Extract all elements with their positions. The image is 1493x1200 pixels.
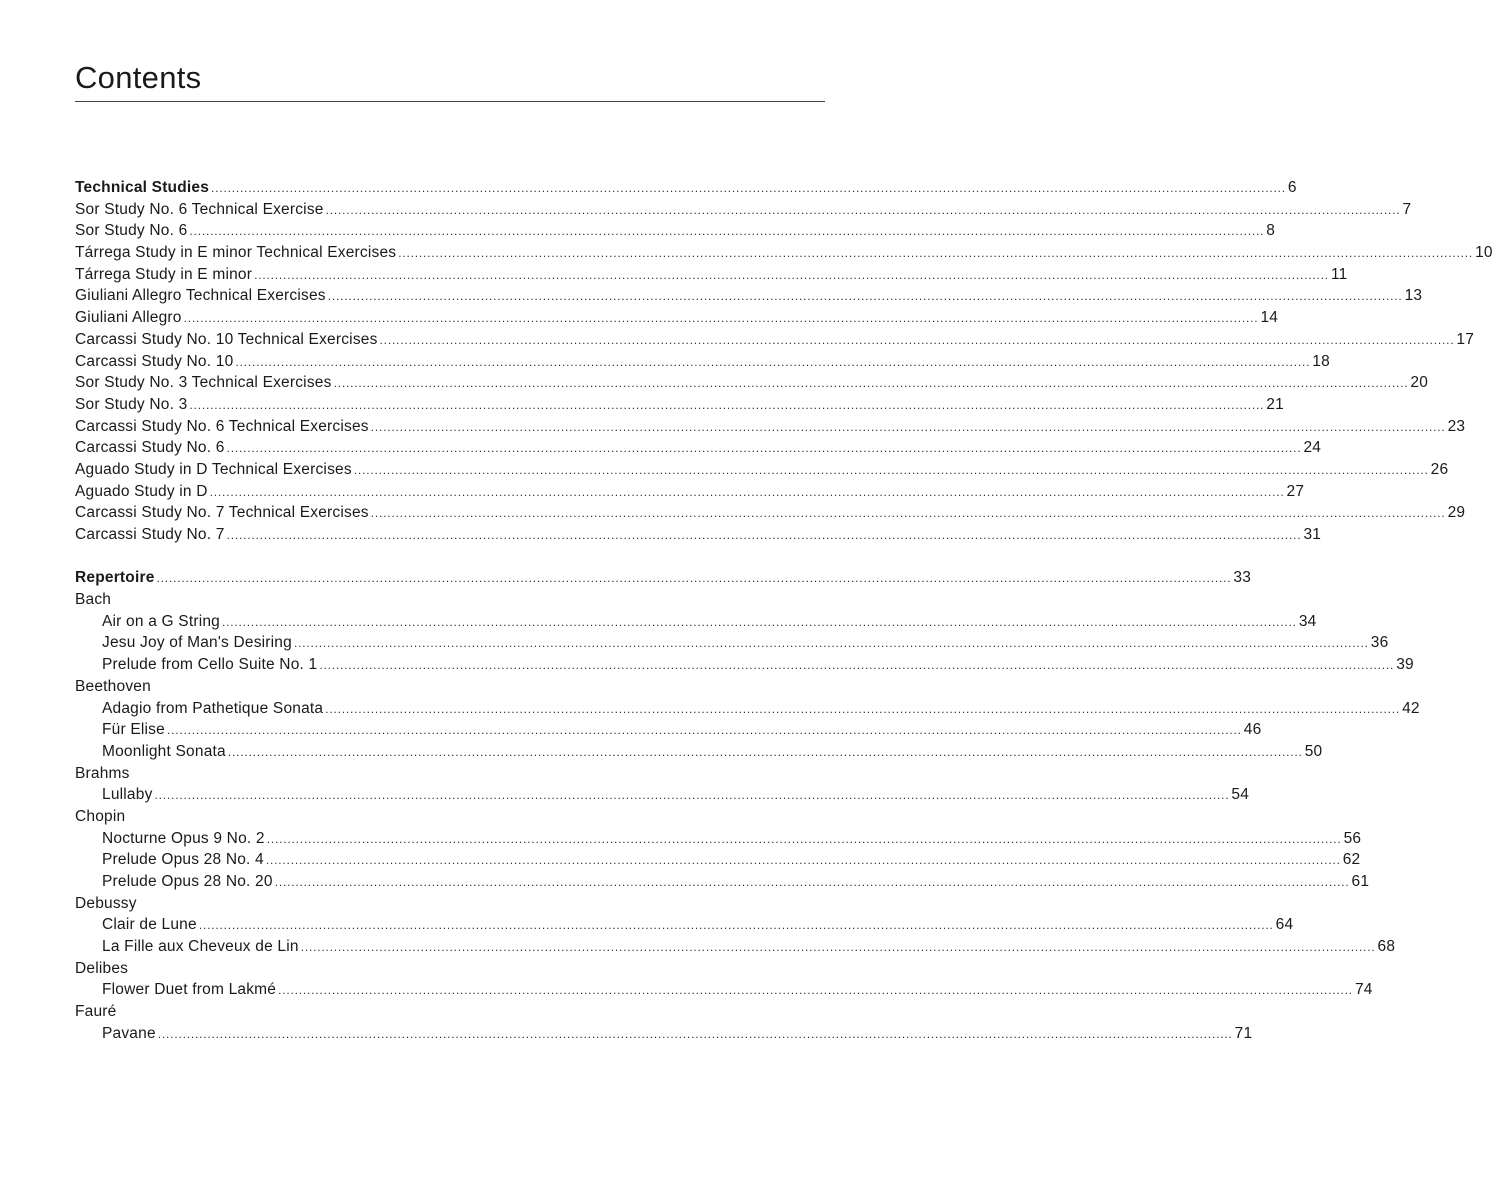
dot-leader: .................................................................................................................................................................................................................................................................... <box>353 462 1429 477</box>
toc-entry-label: Adagio from Pathetique Sonata <box>102 699 324 717</box>
dot-leader: .................................................................................................................................................................................................................................................................... <box>300 940 1376 955</box>
toc-entry[interactable] <box>75 611 1317 633</box>
toc-entry-label: Moonlight Sonata <box>102 742 226 760</box>
dot-leader: .................................................................................................................................................................................................................................................................... <box>226 528 1302 542</box>
toc-entry-label: Giuliani Allegro <box>75 309 182 327</box>
toc-entry-label: Carcassi Study No. 6 <box>75 439 225 457</box>
toc-entry[interactable] <box>75 416 1466 438</box>
toc-entry[interactable] <box>75 698 1420 720</box>
toc-page-number: 24 <box>1303 439 1322 457</box>
toc-entry-label: Beethoven <box>75 677 151 695</box>
toc-entry-label: Aguado Study in D Technical Exercises <box>75 460 352 478</box>
toc-entry[interactable] <box>75 481 1305 503</box>
toc-entry[interactable] <box>75 654 1414 676</box>
toc-section-entry[interactable] <box>75 567 1252 589</box>
dot-leader: .................................................................................................................................................................................................................................................................... <box>274 875 1350 889</box>
toc-composer-heading <box>75 676 825 698</box>
dot-leader: .................................................................................................................................................................................................................................................................... <box>157 1026 1233 1041</box>
toc-page-number: 34 <box>1298 612 1317 630</box>
dot-leader: .................................................................................................................................................................................................................................................................... <box>370 506 1446 521</box>
dot-leader: .................................................................................................................................................................................................................................................................... <box>333 376 1409 391</box>
toc-page-number: 6 <box>1287 179 1297 196</box>
toc-entry-label: Debussy <box>75 894 137 912</box>
dot-leader: .................................................................................................................................................................................................................................................................... <box>226 441 1302 456</box>
dot-leader: .................................................................................................................................................................................................................................................................... <box>325 701 1401 716</box>
dot-leader: .................................................................................................................................................................................................................................................................... <box>189 224 1265 239</box>
toc-page-number: 46 <box>1243 721 1262 739</box>
toc-composer-heading <box>75 1001 825 1023</box>
toc-entry-label: Clair de Lune <box>102 916 197 934</box>
toc-page-number: 31 <box>1303 526 1322 543</box>
toc-entry[interactable] <box>75 741 1323 763</box>
dot-leader: .................................................................................................................................................................................................................................................................... <box>327 289 1403 304</box>
dot-leader: .................................................................................................................................................................................................................................................................... <box>398 246 1474 261</box>
toc-entry[interactable] <box>75 784 1250 806</box>
toc-entry-label: Chopin <box>75 807 126 825</box>
toc-entry[interactable] <box>75 632 1389 654</box>
toc-entry-label: Jesu Joy of Man's Desiring <box>102 634 292 652</box>
toc-entry-label: Brahms <box>75 764 130 782</box>
dot-leader: .................................................................................................................................................................................................................................................................... <box>209 484 1285 499</box>
dot-leader: .................................................................................................................................................................................................................................................................... <box>156 571 1232 586</box>
section-spacer <box>75 546 825 568</box>
toc-page-number: 71 <box>1234 1024 1253 1042</box>
toc-page-number: 23 <box>1447 417 1466 435</box>
dot-leader: .................................................................................................................................................................................................................................................................... <box>254 267 1329 282</box>
toc-entry-label: Nocturne Opus 9 No. 2 <box>102 829 265 847</box>
toc-page-number: 10 <box>1475 244 1493 262</box>
toc-page-number: 39 <box>1396 656 1414 674</box>
toc-composer-heading <box>75 806 825 828</box>
toc-page-number: 36 <box>1370 634 1389 652</box>
toc-entry-label: Delibes <box>75 959 129 977</box>
toc-page-number: 64 <box>1275 916 1294 934</box>
toc-entry-label: Für Elise <box>102 721 165 739</box>
toc-page-number: 8 <box>1266 222 1276 240</box>
dot-leader: .................................................................................................................................................................................................................................................................... <box>154 788 1230 803</box>
toc-entry[interactable] <box>75 914 1294 936</box>
toc-page-number: 42 <box>1402 699 1420 717</box>
toc-page-number: 18 <box>1312 352 1330 370</box>
toc-page-number: 21 <box>1266 395 1284 413</box>
toc-entry[interactable] <box>75 849 1361 871</box>
toc-entry-label: Air on a G String <box>102 612 220 630</box>
toc-entry-label: Pavane <box>102 1024 156 1042</box>
toc-page-number: 14 <box>1260 309 1279 327</box>
dot-leader: .................................................................................................................................................................................................................................................................... <box>278 983 1353 998</box>
toc-entry[interactable] <box>75 372 1429 394</box>
dot-leader: .................................................................................................................................................................................................................................................................... <box>370 419 1446 434</box>
toc-entry[interactable] <box>75 307 1279 329</box>
toc-entry[interactable] <box>75 329 1475 351</box>
toc-page-number: 50 <box>1304 742 1323 760</box>
toc-entry[interactable] <box>75 394 1284 416</box>
toc-entry-label: Sor Study No. 6 Technical Exercise <box>75 200 324 218</box>
toc-entry-label: Giuliani Allegro Technical Exercises <box>75 287 326 305</box>
toc-entry-label: Prelude from Cello Suite No. 1 <box>102 656 318 674</box>
toc-composer-heading <box>75 958 825 980</box>
dot-leader: .................................................................................................................................................................................................................................................................... <box>266 831 1342 846</box>
toc-page-number: 68 <box>1377 938 1396 956</box>
toc-entry[interactable] <box>75 871 1370 893</box>
dot-leader: .................................................................................................................................................................................................................................................................... <box>221 614 1297 629</box>
page-title: Contents <box>75 60 202 95</box>
toc-entry-label: Aguado Study in D <box>75 482 208 500</box>
toc-entry-label: Tárrega Study in E minor Technical Exercises <box>75 244 397 262</box>
toc-entry[interactable] <box>75 459 1449 481</box>
toc-page-number: 26 <box>1430 460 1449 478</box>
dot-leader: .................................................................................................................................................................................................................................................................... <box>235 354 1311 369</box>
toc-page-number: 74 <box>1354 981 1373 999</box>
toc-composer-heading <box>75 763 825 785</box>
toc-page-number: 11 <box>1330 265 1348 283</box>
toc-entry-label: Repertoire <box>75 569 155 587</box>
title-divider <box>75 101 825 102</box>
toc-entry[interactable] <box>75 936 1396 958</box>
toc-page-number: 29 <box>1447 504 1466 522</box>
dot-leader: .................................................................................................................................................................................................................................................................... <box>166 723 1242 738</box>
toc-entry[interactable] <box>75 437 1322 459</box>
toc-entry[interactable] <box>75 719 1262 741</box>
toc-entry[interactable] <box>75 502 1466 524</box>
toc-page-number: 61 <box>1351 873 1370 890</box>
toc-page-number: 56 <box>1343 829 1362 847</box>
toc-entry[interactable] <box>75 220 1276 242</box>
toc-entry[interactable] <box>75 242 1493 264</box>
toc-entry-label: Carcassi Study No. 7 Technical Exercises <box>75 504 369 522</box>
toc-entry[interactable] <box>75 264 1348 286</box>
toc-entry-label: La Fille aux Cheveux de Lin <box>102 938 299 956</box>
toc-composer-heading <box>75 589 825 611</box>
toc-page-number: 13 <box>1404 287 1423 305</box>
toc-entry-label: Prelude Opus 28 No. 4 <box>102 851 264 869</box>
toc-entry-label: Carcassi Study No. 7 <box>75 526 225 543</box>
toc-page-number: 62 <box>1342 851 1361 869</box>
toc-entry-label: Flower Duet from Lakmé <box>102 981 277 999</box>
toc-composer-heading <box>75 893 825 915</box>
dot-leader: .................................................................................................................................................................................................................................................................... <box>325 202 1401 217</box>
toc-page-number: 33 <box>1233 569 1252 587</box>
toc-section-entry[interactable] <box>75 177 1297 199</box>
toc-entry-label: Fauré <box>75 1003 117 1021</box>
dot-leader: .................................................................................................................................................................................................................................................................... <box>227 744 1303 759</box>
toc-entry[interactable] <box>75 979 1373 1001</box>
toc-page-number: 20 <box>1410 374 1429 392</box>
toc-entry[interactable] <box>75 524 1322 546</box>
toc-entry-label: Bach <box>75 591 112 609</box>
toc-page-number: 17 <box>1456 330 1475 348</box>
toc-entry[interactable] <box>75 199 1412 221</box>
dot-leader: .................................................................................................................................................................................................................................................................... <box>379 332 1455 347</box>
dot-leader: .................................................................................................................................................................................................................................................................... <box>183 311 1259 326</box>
toc-entry-label: Carcassi Study No. 10 Technical Exercises <box>75 330 378 348</box>
toc-entry[interactable] <box>75 351 1330 373</box>
toc-page-number: 54 <box>1231 786 1250 804</box>
dot-leader: .................................................................................................................................................................................................................................................................... <box>265 853 1341 868</box>
dot-leader: .................................................................................................................................................................................................................................................................... <box>319 658 1395 673</box>
toc-entry-label: Carcassi Study No. 10 <box>75 352 234 370</box>
toc-entry[interactable] <box>75 285 1423 307</box>
toc-page-number: 7 <box>1402 200 1412 218</box>
toc-entry[interactable] <box>75 828 1362 850</box>
dot-leader: .................................................................................................................................................................................................................................................................... <box>293 636 1369 651</box>
toc-entry-label: Sor Study No. 3 <box>75 395 188 413</box>
toc-entry-label: Lullaby <box>102 786 153 804</box>
dot-leader: .................................................................................................................................................................................................................................................................... <box>198 918 1274 933</box>
toc-entry-label: Tárrega Study in E minor <box>75 265 253 283</box>
toc-entry-label: Sor Study No. 3 Technical Exercises <box>75 374 332 392</box>
dot-leader: .................................................................................................................................................................................................................................................................... <box>189 397 1265 412</box>
table-of-contents <box>75 177 1493 1045</box>
toc-entry-label: Technical Studies <box>75 179 210 196</box>
toc-entry[interactable] <box>75 1023 1253 1045</box>
toc-page-number: 27 <box>1286 482 1305 500</box>
toc-entry-label: Sor Study No. 6 <box>75 222 188 240</box>
toc-entry-label: Prelude Opus 28 No. 20 <box>102 873 273 890</box>
toc-entry-label: Carcassi Study No. 6 Technical Exercises <box>75 417 369 435</box>
dot-leader: .................................................................................................................................................................................................................................................................... <box>211 181 1286 195</box>
